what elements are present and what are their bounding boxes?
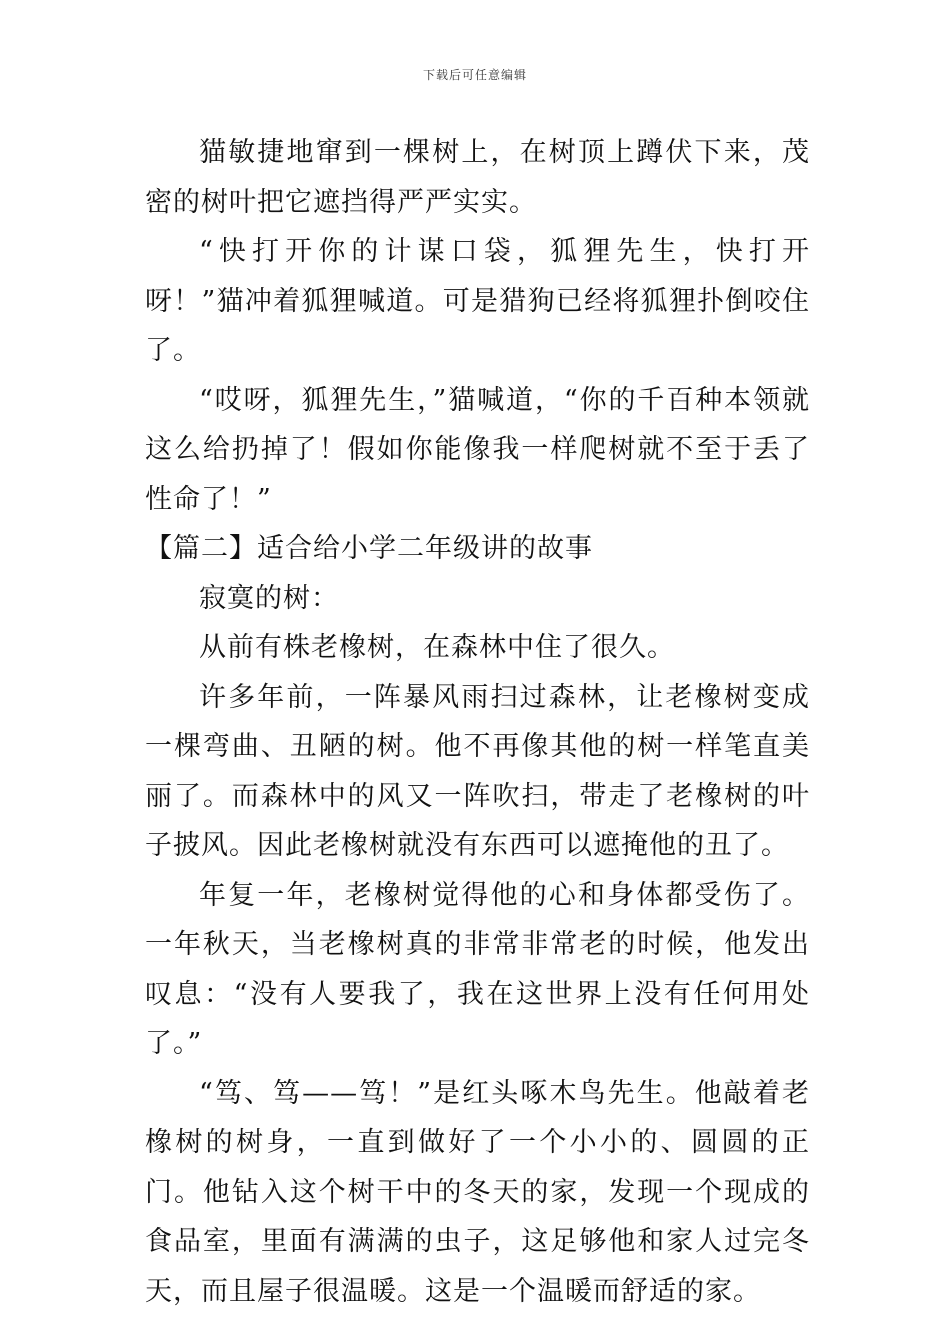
document-body bbox=[145, 128, 810, 1316]
paragraph-woodpecker: “笃、笃——笃！”是红头啄木鸟先生。他敲着老橡树的树身，一直到做好了一个小小的、圆圆的正门。他钻入这个树干中的冬天的家，发现一个现成的食品室，里面有满满的虫子，这足够他和家人过完冬天，而且屋子很温暖。这是一个温暖而舒适的家。 bbox=[145, 1077, 810, 1307]
section-heading: 【篇二】适合给小学二年级讲的故事 bbox=[145, 533, 593, 564]
header-note: 下载后可任意编辑 bbox=[422, 68, 527, 82]
story-title: 寂寞的树： bbox=[199, 582, 339, 614]
paragraph-storm: 许多年前，一阵暴风雨扫过森林，让老橡树变成一棵弯曲、丑陋的树。他不再像其他的树一样笔直美丽了。而森林中的风又一阵吹扫，带走了老橡树的叶子披风。因此老橡树就没有东西可以遮掩他的丑了。 bbox=[145, 681, 810, 861]
paragraph-fox-lost: “哎呀，狐狸先生，”猫喊道，“你的千百种本领就这么给扔掉了！假如你能像我一样爬树就不至于丢了性命了！” bbox=[145, 384, 810, 515]
paragraph-old-oak: 从前有株老橡树，在森林中住了很久。 bbox=[199, 632, 675, 663]
paragraph-cat-shouts: “快打开你的计谋口袋，狐狸先生，快打开呀！”猫冲着狐狸喊道。可是猎狗已经将狐狸扑倒咬住了。 bbox=[145, 236, 810, 366]
paragraph-year-after-year: 年复一年，老橡树觉得他的心和身体都受伤了。一年秋天，当老橡树真的非常非常老的时候，他发出叹息：“没有人要我了，我在这世界上没有任何用处了。” bbox=[145, 879, 810, 1059]
paragraph-cat-climbs-tree: 猫敏捷地窜到一棵树上，在树顶上蹲伏下来，茂密的树叶把它遮挡得严严实实。 bbox=[145, 137, 810, 218]
